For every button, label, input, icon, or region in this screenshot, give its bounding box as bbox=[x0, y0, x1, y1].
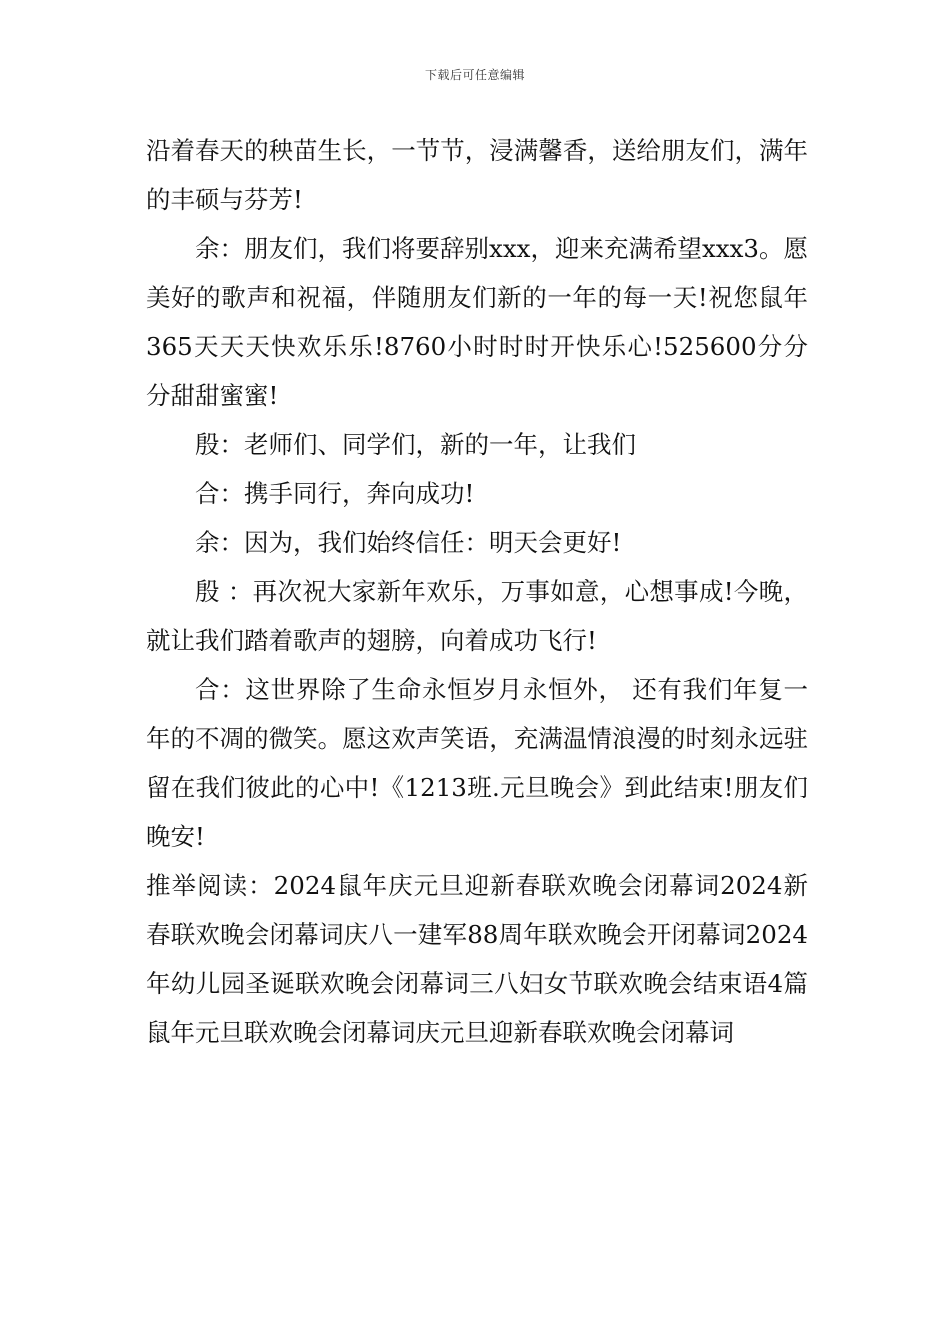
paragraph-together-1: 合：携手同行，奔向成功! bbox=[195, 479, 475, 508]
paragraph-opening: 沿着春天的秧苗生长，一节节，浸满馨香，送给朋友们，满年的丰硕与芬芳! bbox=[146, 136, 808, 214]
paragraph-yin-address: 殷：老师们、同学们，新的一年，让我们 bbox=[195, 430, 636, 459]
paragraph-yu-greeting: 余：朋友们，我们将要辞别xxx，迎来充满希望xxx3。愿美好的歌声和祝福，伴随朋友们新的一年的每一天!祝您鼠年365天天天快欢乐乐!8760小时时时开快乐心!525600分分分甜甜蜜蜜! bbox=[146, 234, 808, 410]
document-body bbox=[146, 126, 808, 1057]
paragraph-recommended-reading: 推举阅读：2024鼠年庆元旦迎新春联欢晚会闭幕词2024新春联欢晚会闭幕词庆八一建军88周年联欢晚会开闭幕词2024年幼儿园圣诞联欢晚会闭幕词三八妇女节联欢晚会结束语4篇鼠年元旦联欢晚会闭幕词庆元旦迎新春联欢晚会闭幕词 bbox=[146, 871, 808, 1047]
paragraph-yin-wishes: 殷 ：再次祝大家新年欢乐，万事如意，心想事成!今晚，就让我们踏着歌声的翅膀，向着成功飞行! bbox=[146, 577, 808, 655]
page-header: 下载后可任意编辑 bbox=[424, 68, 525, 82]
paragraph-together-closing: 合：这世界除了生命永恒岁月永恒外， 还有我们年复一年的不凋的微笑。愿这欢声笑语，充满温情浪漫的时刻永远驻留在我们彼此的心中!《1213班.元旦晚会》到此结束!朋友们晚安! bbox=[146, 675, 808, 851]
paragraph-yu-belief: 余：因为，我们始终信任：明天会更好! bbox=[195, 528, 622, 557]
